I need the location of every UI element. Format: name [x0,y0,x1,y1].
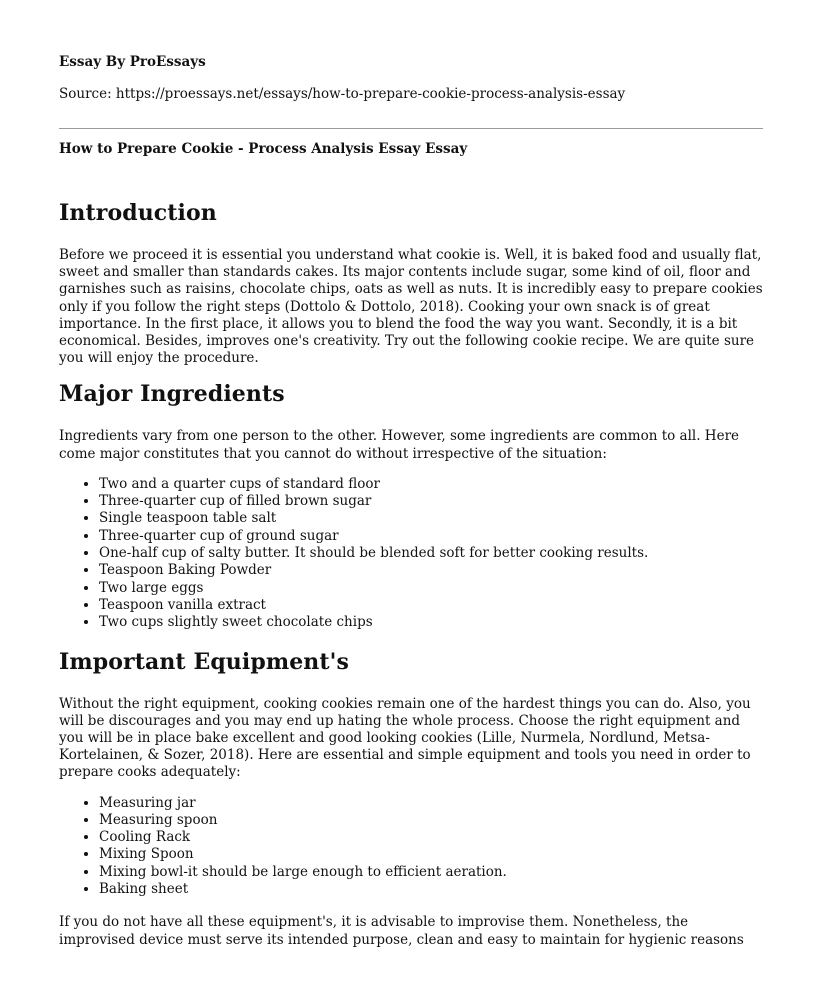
equipment-heading: Important Equipment's [59,648,349,675]
introduction-heading: Introduction [59,200,217,226]
list-item: • Mixing bowl-it should be large enough to efficient aeration. [99,864,763,881]
ingredients-paragraph: Ingredients vary from one person to the other. However, some ingredients are common to all. Here come major constitutes that you cannot do without irrespective of the situation: [59,428,740,462]
list-item: • Two and a quarter cups of standard floor [99,476,763,493]
list-item: • One-half cup of salty butter. It should be blended soft for better cooking results. [99,545,763,562]
source-line: Source: https://proessays.net/essays/how-to-prepare-cookie-process-analysis-essay [59,86,626,102]
ingredients-section [59,380,763,631]
list-item: • Three-quarter cup of ground sugar [99,528,763,545]
author-line: Essay By ProEssays [59,54,206,70]
essay-title: How to Prepare Cookie - Process Analysis Essay Essay [59,141,468,157]
ingredients-list [59,476,763,632]
introduction-section [59,199,763,367]
ingredients-heading: Major Ingredients [59,381,285,408]
list-item: • Two large eggs [99,580,763,597]
equipment-section [59,648,763,949]
list-item: • Mixing Spoon [99,846,763,863]
equipment-closing-paragraph: If you do not have all these equipment's, it is advisable to improvise them. Nonetheless, the improvised device must serve its intended purpose, clean and easy to maintain for hygienic reasons [59,914,744,948]
list-item: • Three-quarter cup of filled brown sugar [99,493,763,510]
equipment-paragraph: Without the right equipment, cooking cookies remain one of the hardest things you can do. Also, you will be discourages and you may end up hating the whole process. Choose the right equipment and you will be in place bake excellent and good looking cookies (Lille, Nurmela, Nordlund, Metsa-Kortelainen, & Sozer, 2018). Here are essential and simple equipment and tools you need in order to prepare cooks adequately: [59,695,751,781]
list-item: • Cooling Rack [99,829,763,846]
list-item: • Two cups slightly sweet chocolate chips [99,614,763,631]
list-item: • Teaspoon vanilla extract [99,597,763,614]
list-item: • Teaspoon Baking Powder [99,562,763,579]
list-item: • Baking sheet [99,881,763,898]
essay-body [59,199,763,949]
list-item: • Measuring jar [99,795,763,812]
divider [59,128,763,129]
list-item: • Single teaspoon table salt [99,510,763,527]
list-item: • Measuring spoon [99,812,763,829]
equipment-list [59,795,763,899]
introduction-paragraph: Before we proceed it is essential you understand what cookie is. Well, it is baked food and usually flat, sweet and smaller than standards cakes. Its major contents include sugar, some kind of oil, floor and garnishes such as raisins, chocolate chips, oats as well as nuts. It is incredibly easy to prepare cookies only if you follow the right steps (Dottolo & Dottolo, 2018). Cooking your own snack is of great importance. In the first place, it allows you to blend the food the way you want. Secondly, it is a bit economical. Besides, improves one's creativity. Try out the following cookie recipe. We are quite sure you will enjoy the procedure. [59,247,763,367]
